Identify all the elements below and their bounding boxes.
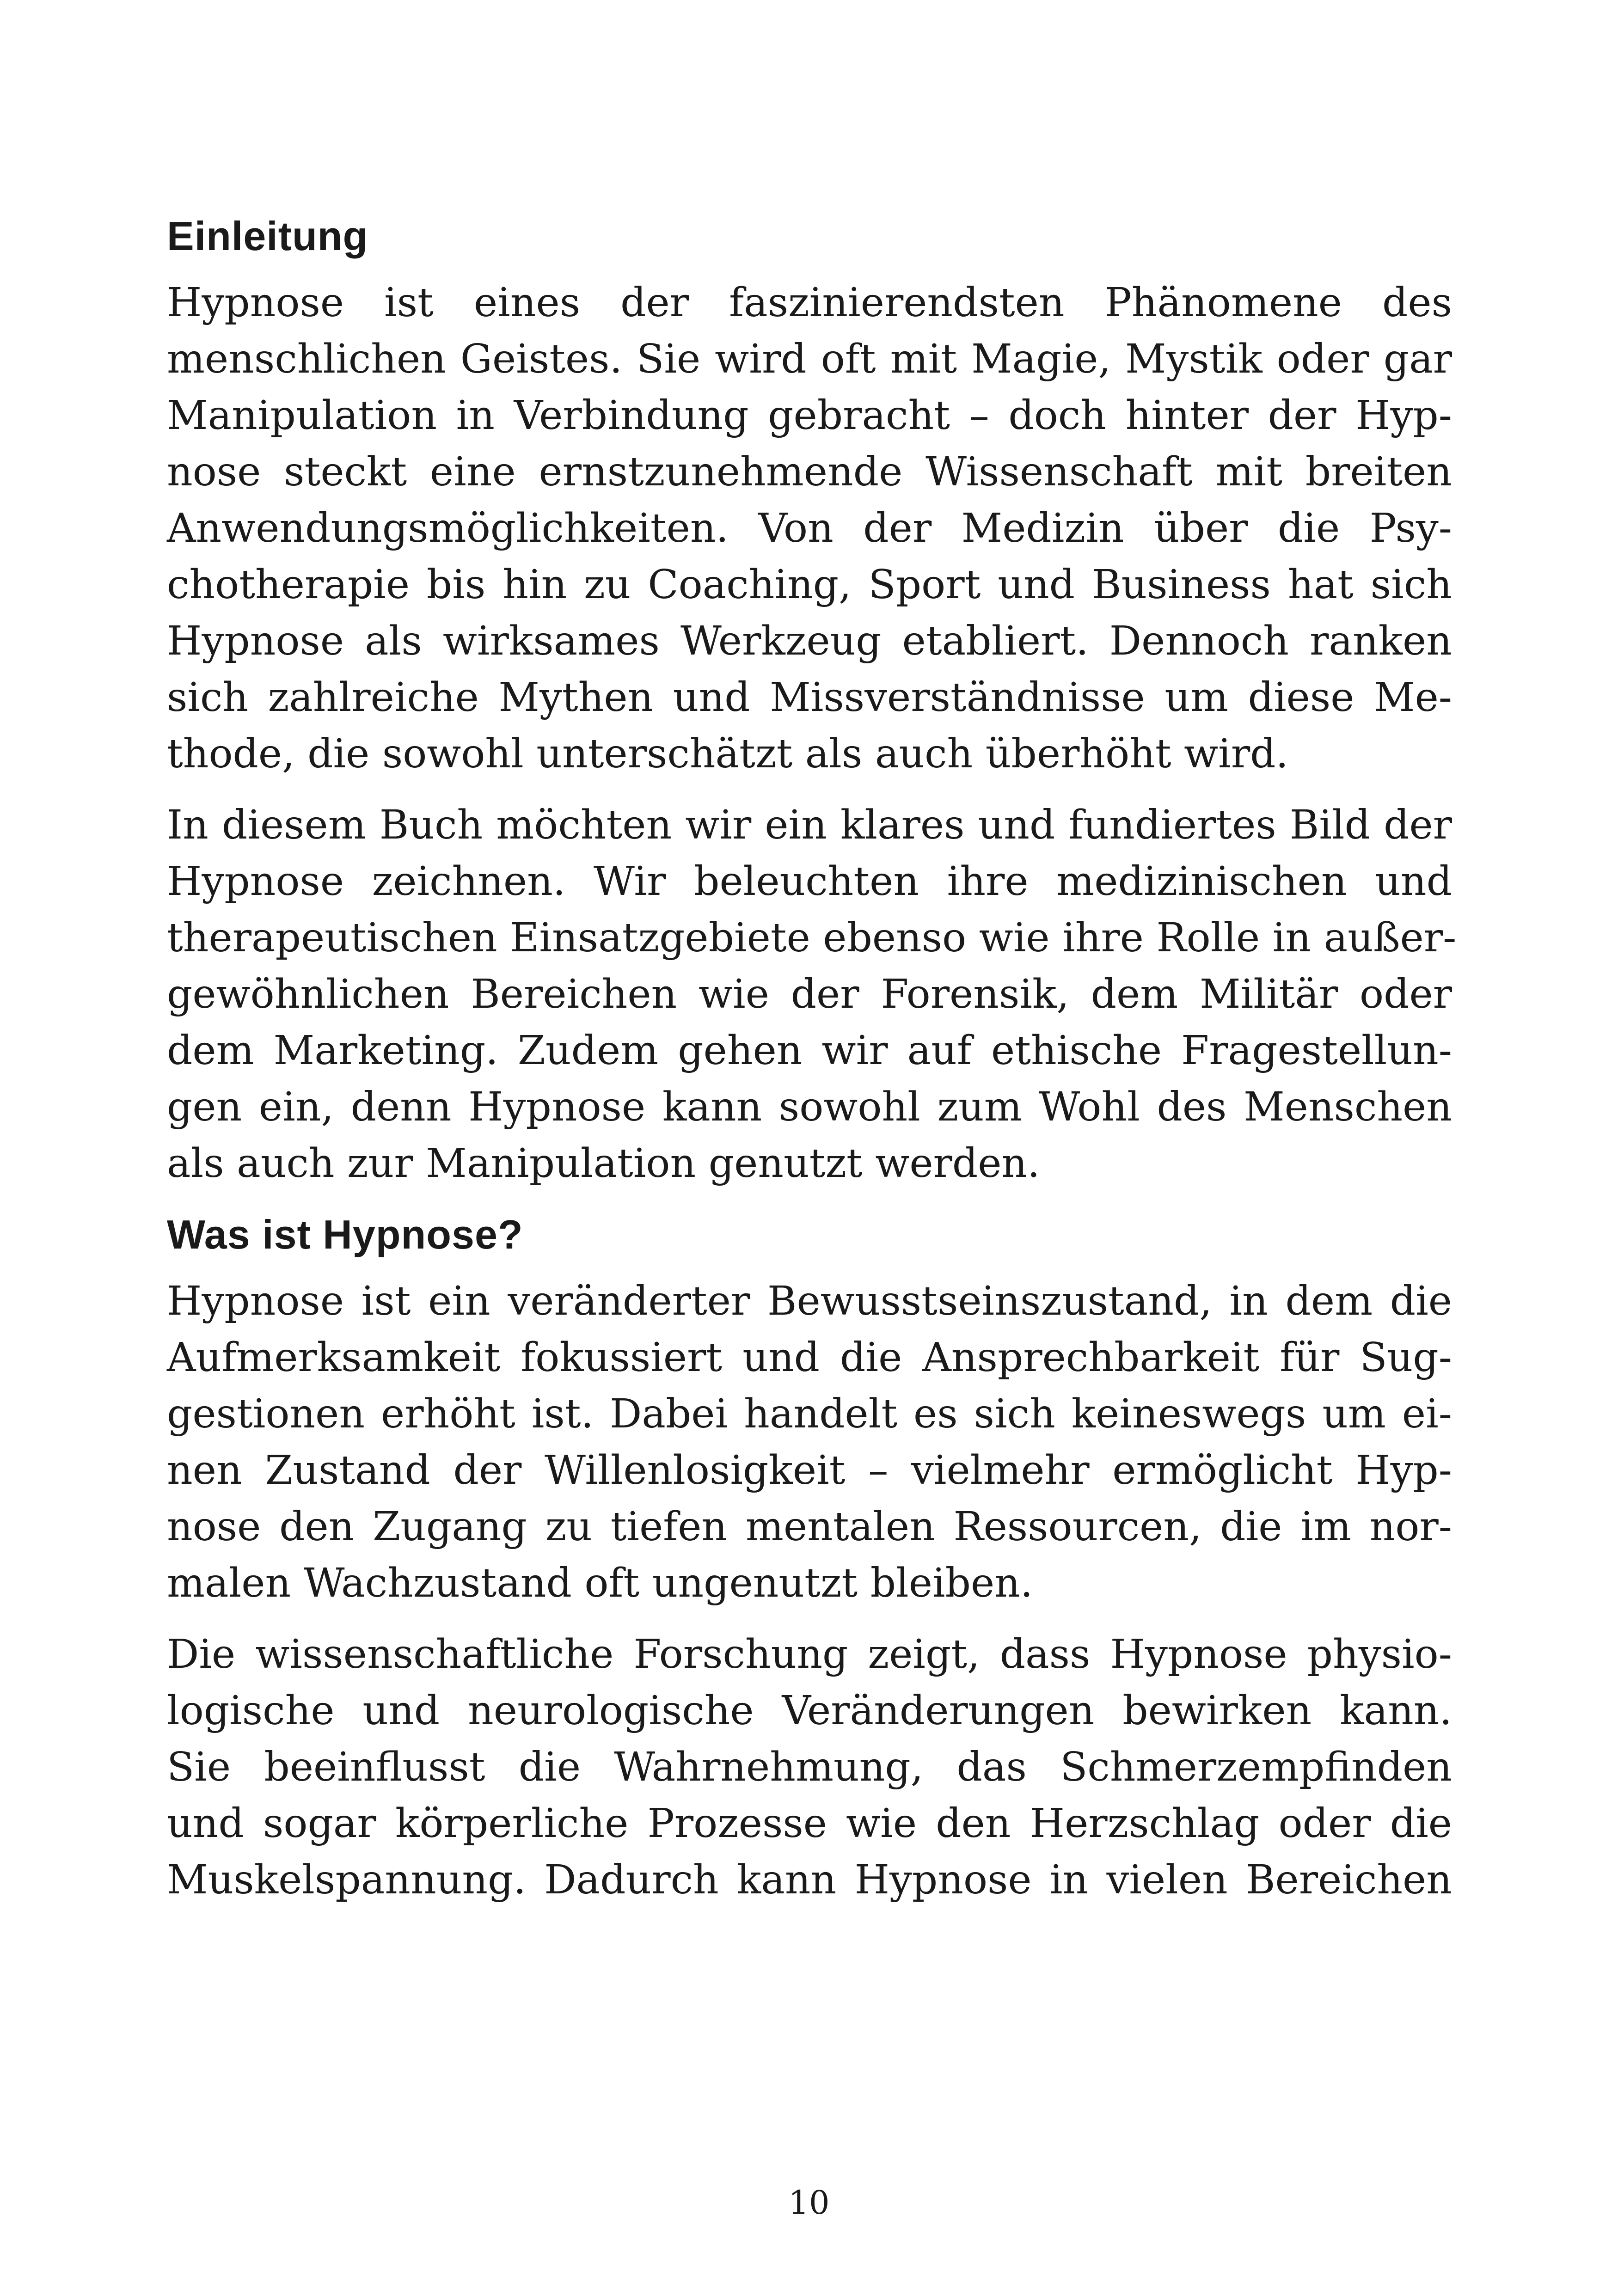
paragraph-definition-1 bbox=[167, 1273, 1452, 1611]
text-line: gen ein, denn Hypnose kann sowohl zum Wohl des Menschen bbox=[167, 1084, 1452, 1130]
text-line: Hypnose ist ein veränderter Bewusstseinszustand, in dem die bbox=[167, 1278, 1452, 1324]
text-line: Sie beeinflusst die Wahrnehmung, das Schmerzempfinden bbox=[167, 1744, 1452, 1790]
text-line: logische und neurologische Veränderungen bewirken kann. bbox=[167, 1688, 1452, 1734]
text-line: nose den Zugang zu tiefen mentalen Ressourcen, die im nor- bbox=[167, 1504, 1452, 1550]
text-line: chotherapie bis hin zu Coaching, Sport und Business hat sich bbox=[167, 562, 1452, 608]
text-line: malen Wachzustand oft ungenutzt bleiben. bbox=[167, 1560, 1033, 1606]
paragraph-intro-1 bbox=[167, 275, 1452, 782]
text-line: Die wissenschaftliche Forschung zeigt, dass Hypnose physio- bbox=[167, 1631, 1452, 1678]
section-heading-einleitung: Einleitung bbox=[167, 213, 368, 259]
text-line: Aufmerksamkeit fokussiert und die Ansprechbarkeit für Sug- bbox=[167, 1335, 1452, 1381]
text-line: Hypnose ist eines der faszinierendsten Phänomene des bbox=[167, 280, 1452, 326]
text-line: nose steckt eine ernstzunehmende Wissenschaft mit breiten bbox=[167, 449, 1452, 495]
text-line: Muskelspannung. Dadurch kann Hypnose in vielen Bereichen bbox=[167, 1857, 1452, 1903]
text-line: als auch zur Manipulation genutzt werden. bbox=[167, 1140, 1040, 1187]
paragraph-definition-2 bbox=[167, 1626, 1452, 1908]
text-line: dem Marketing. Zudem gehen wir auf ethische Fragestellun- bbox=[167, 1028, 1452, 1074]
paragraph-intro-2 bbox=[167, 797, 1457, 1192]
text-line: sich zahlreiche Mythen und Missverständnisse um diese Me- bbox=[167, 674, 1452, 721]
section-heading-was-ist-hypnose: Was ist Hypnose? bbox=[167, 1212, 523, 1257]
text-line: gestionen erhöht ist. Dabei handelt es sich keineswegs um ei- bbox=[167, 1391, 1452, 1437]
page-number: 10 bbox=[788, 2184, 830, 2222]
text-line: Hypnose als wirksames Werkzeug etabliert. Dennoch ranken bbox=[167, 618, 1452, 664]
text-line: therapeutischen Einsatzgebiete ebenso wie ihre Rolle in außer- bbox=[167, 915, 1457, 961]
text-line: gewöhnlichen Bereichen wie der Forensik, dem Militär oder bbox=[167, 971, 1452, 1017]
text-line: Anwendungsmöglichkeiten. Von der Medizin über die Psy- bbox=[167, 505, 1452, 551]
book-page-body bbox=[167, 208, 1457, 1923]
text-line: und sogar körperliche Prozesse wie den Herzschlag oder die bbox=[167, 1800, 1452, 1847]
text-line: Manipulation in Verbindung gebracht – doch hinter der Hyp- bbox=[167, 392, 1452, 439]
text-line: menschlichen Geistes. Sie wird oft mit Magie, Mystik oder gar bbox=[167, 336, 1452, 382]
text-line: In diesem Buch möchten wir ein klares und fundiertes Bild der bbox=[167, 802, 1452, 848]
text-line: Hypnose zeichnen. Wir beleuchten ihre medizinischen und bbox=[167, 858, 1452, 905]
text-line: nen Zustand der Willenlosigkeit – vielmehr ermöglicht Hyp- bbox=[167, 1447, 1452, 1494]
text-line: thode, die sowohl unterschätzt als auch überhöht wird. bbox=[167, 731, 1289, 777]
